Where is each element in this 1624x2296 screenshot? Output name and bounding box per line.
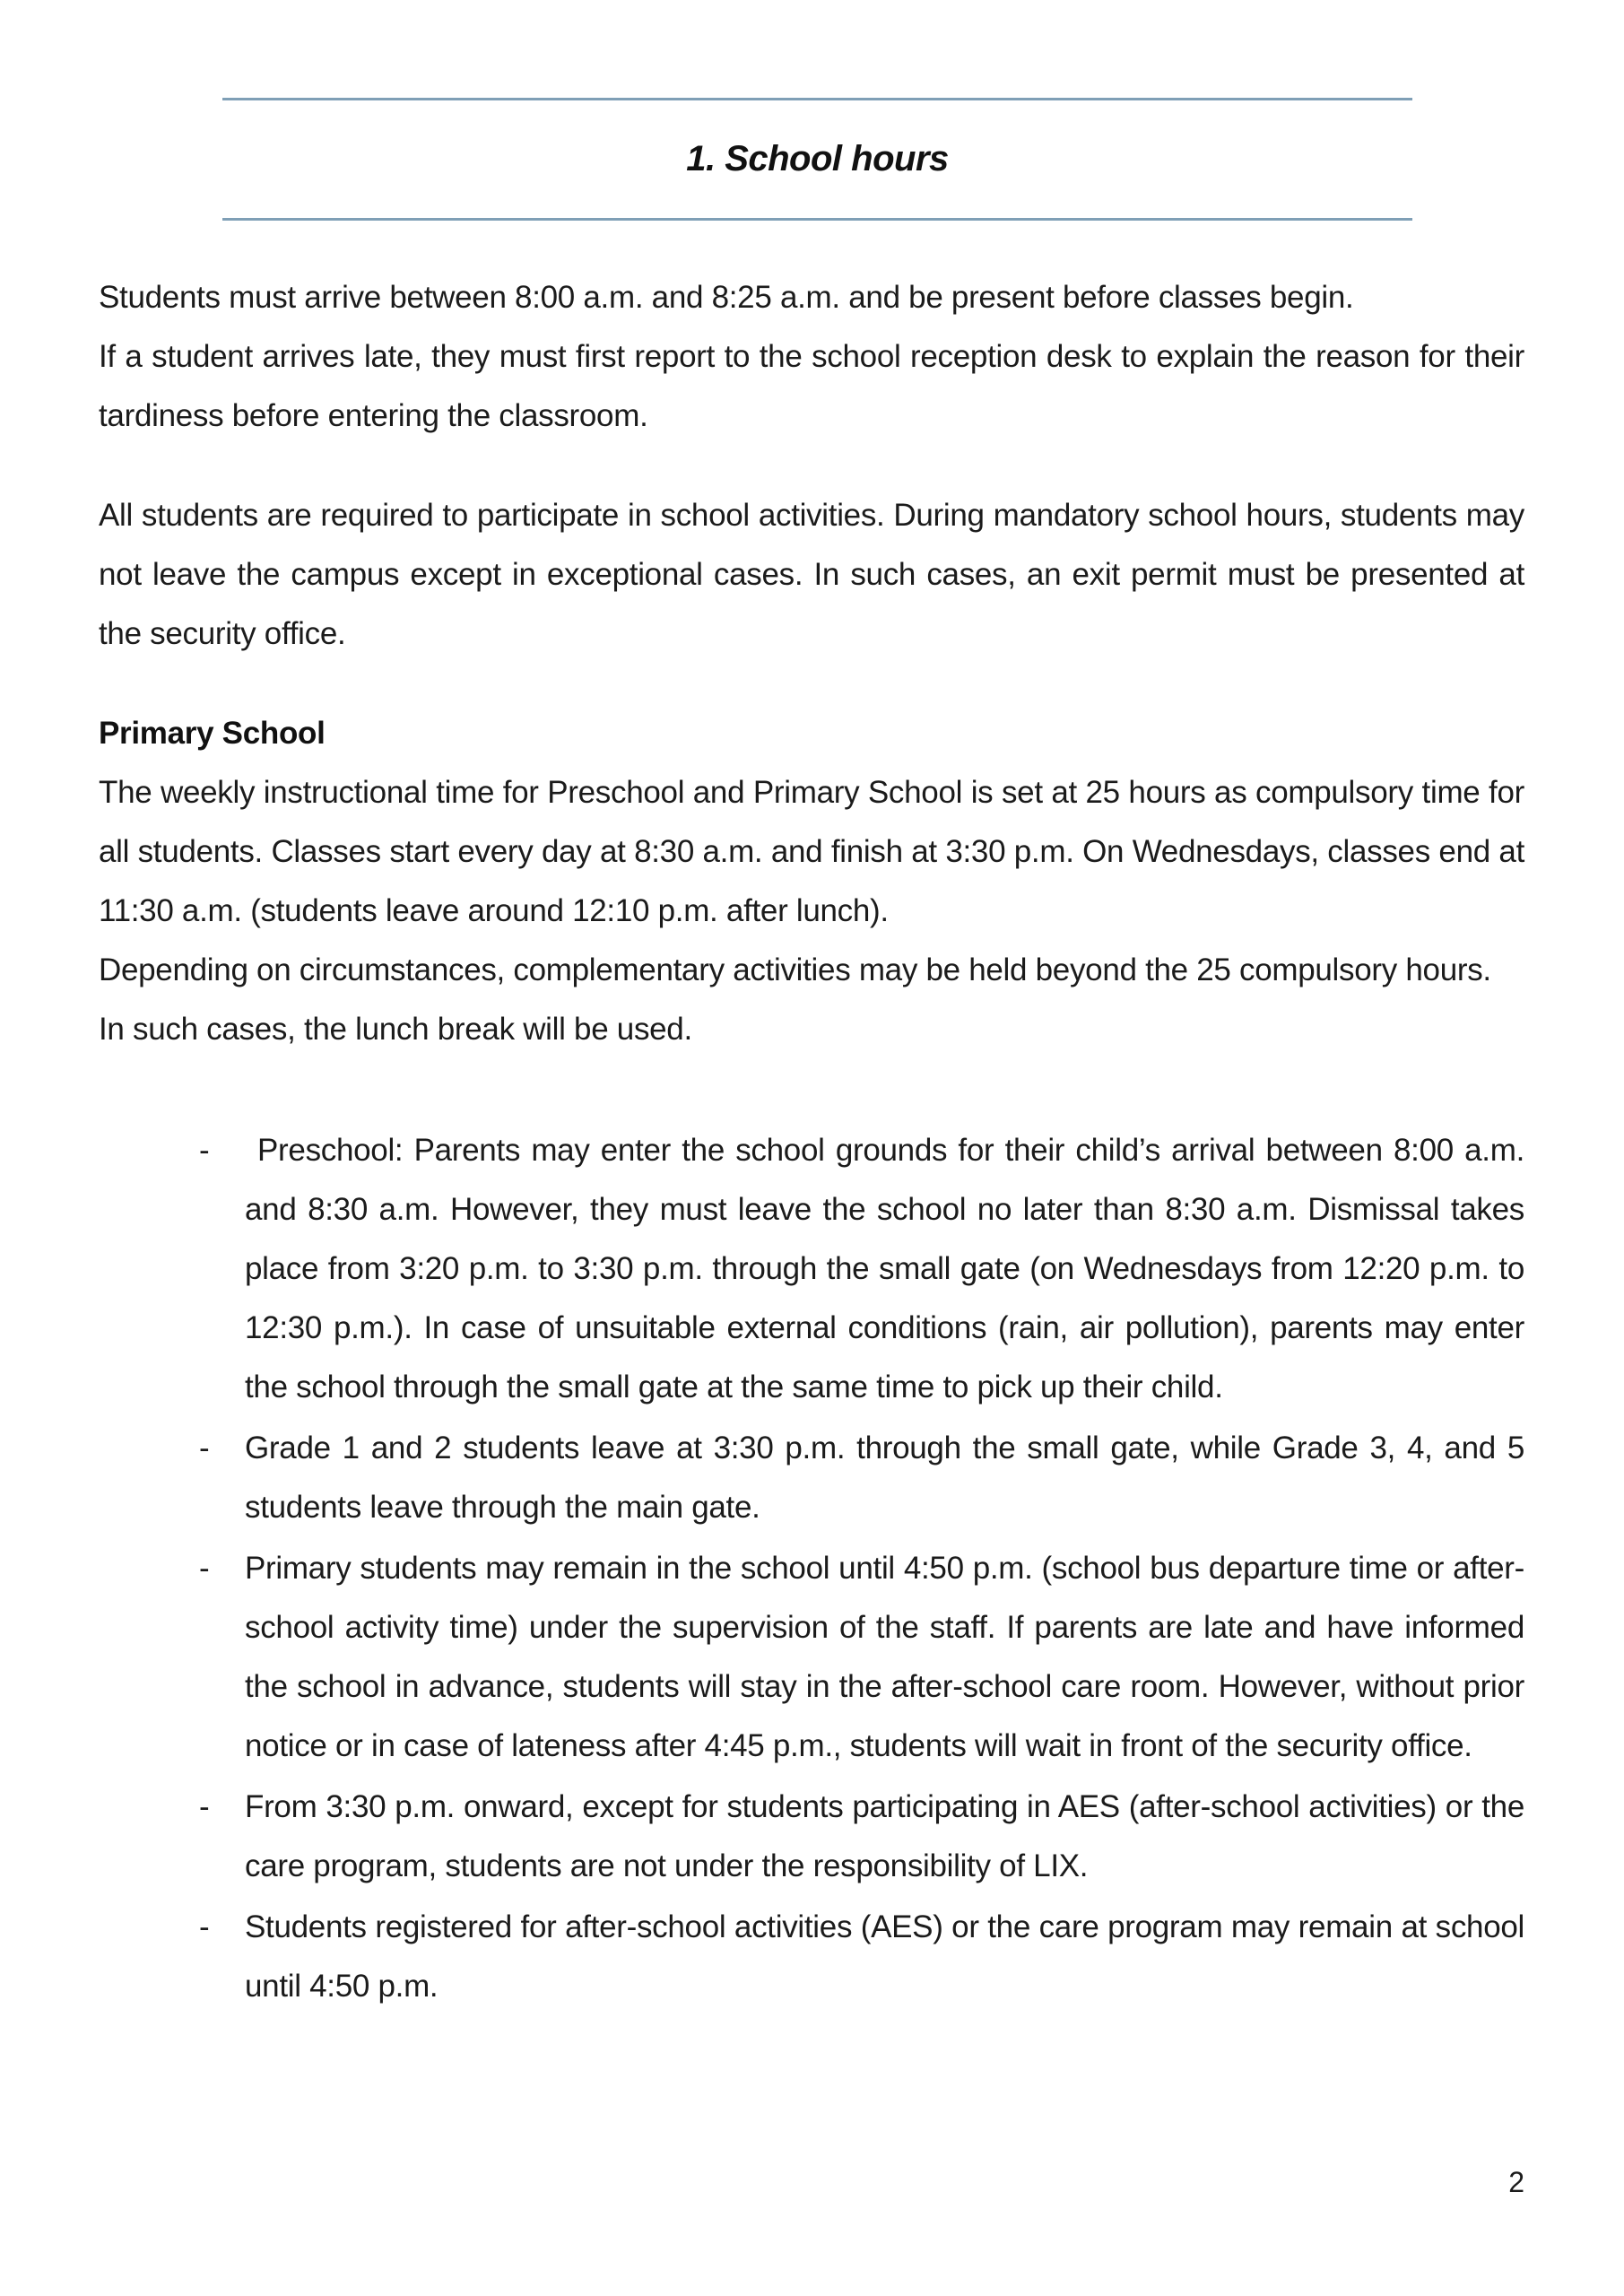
list-item-text: Students registered for after-school activities (AES) or the care program may remain at school until 4:50 p.m. (245, 1909, 1524, 2004)
list-item-text: Grade 1 and 2 students leave at 3:30 p.m. through the small gate, while Grade 3, 4, and 5 students leave through the main gate. (245, 1431, 1524, 1525)
list-item-text: Preschool: Parents may enter the school grounds for their child’s arrival between 8:00 a.m. and 8:30 a.m. However, they must leave the school no later than 8:30 a.m. Dismissal takes place from 3:20 p.m. to 3:30 p.m. through the small gate (on Wednesdays from 12:20 p.m. to 12:30 p.m.). In case of unsuitable external conditions (rain, air pollution), parents may enter the school through the small gate at the same time to pick up their child. (245, 1133, 1524, 1405)
paragraph-weekly-instructional-time: The weekly instructional time for Preschool and Primary School is set at 25 hours as compulsory time for all students. Classes start every day at 8:30 a.m. and finish at 3:30 p.m. On Wednesdays, classes end at 11:30 a.m. (students leave around 12:10 p.m. after lunch). (99, 775, 1524, 928)
paragraph-lunch-break: In such cases, the lunch break will be used. (99, 1012, 692, 1047)
list-item-text: From 3:30 p.m. onward, except for students participating in AES (after-school activities) or the care program, students are not under the responsibility of LIX. (245, 1789, 1524, 1883)
paragraph-complementary-activities: Depending on circumstances, complementary activities may be held beyond the 25 compulsory hours. (99, 952, 1491, 987)
paragraph-arrival-time: Students must arrive between 8:00 a.m. and 8:25 a.m. and be present before classes begin. (99, 280, 1354, 315)
list-item-text: Primary students may remain in the school until 4:50 p.m. (school bus departure time or after-school activity time) under the supervision of the staff. If parents are late and have informed the school in advance, students will stay in the after-school care room. However, without prior notice or in case of lateness after 4:45 p.m., students will wait in front of the security office. (245, 1551, 1524, 1763)
document-body (99, 0, 1524, 2016)
title-row (222, 100, 1412, 218)
page-title: 1. School hours (686, 139, 949, 178)
paragraph-mandatory-activities: All students are required to participate in school activities. During mandatory school hours, students may not leave the campus except in exceptional cases. In such cases, an exit permit must be presented at the security office. (99, 498, 1524, 651)
list-item-responsibility (99, 1778, 1524, 1896)
list-item-preschool-dismissal (99, 1121, 1524, 1417)
section-heading-primary-school: Primary School (99, 716, 326, 751)
dash-bullet: - (199, 1133, 210, 1168)
title-rule-bottom (222, 218, 1412, 221)
list-item-staff-supervision (99, 1539, 1524, 1776)
dash-bullet: - (199, 1431, 210, 1465)
page-number: 2 (1508, 2166, 1524, 2198)
dash-bullet: - (199, 1789, 210, 1824)
bullet-list (99, 1121, 1524, 2016)
paragraph-late-arrival: If a student arrives late, they must first report to the school reception desk to explain the reason for their tardiness before entering the classroom. (99, 339, 1524, 433)
dash-bullet: - (199, 1909, 210, 1944)
dash-bullet: - (199, 1551, 210, 1586)
list-item-grade-gates (99, 1419, 1524, 1537)
list-item-aes-care-program (99, 1898, 1524, 2016)
